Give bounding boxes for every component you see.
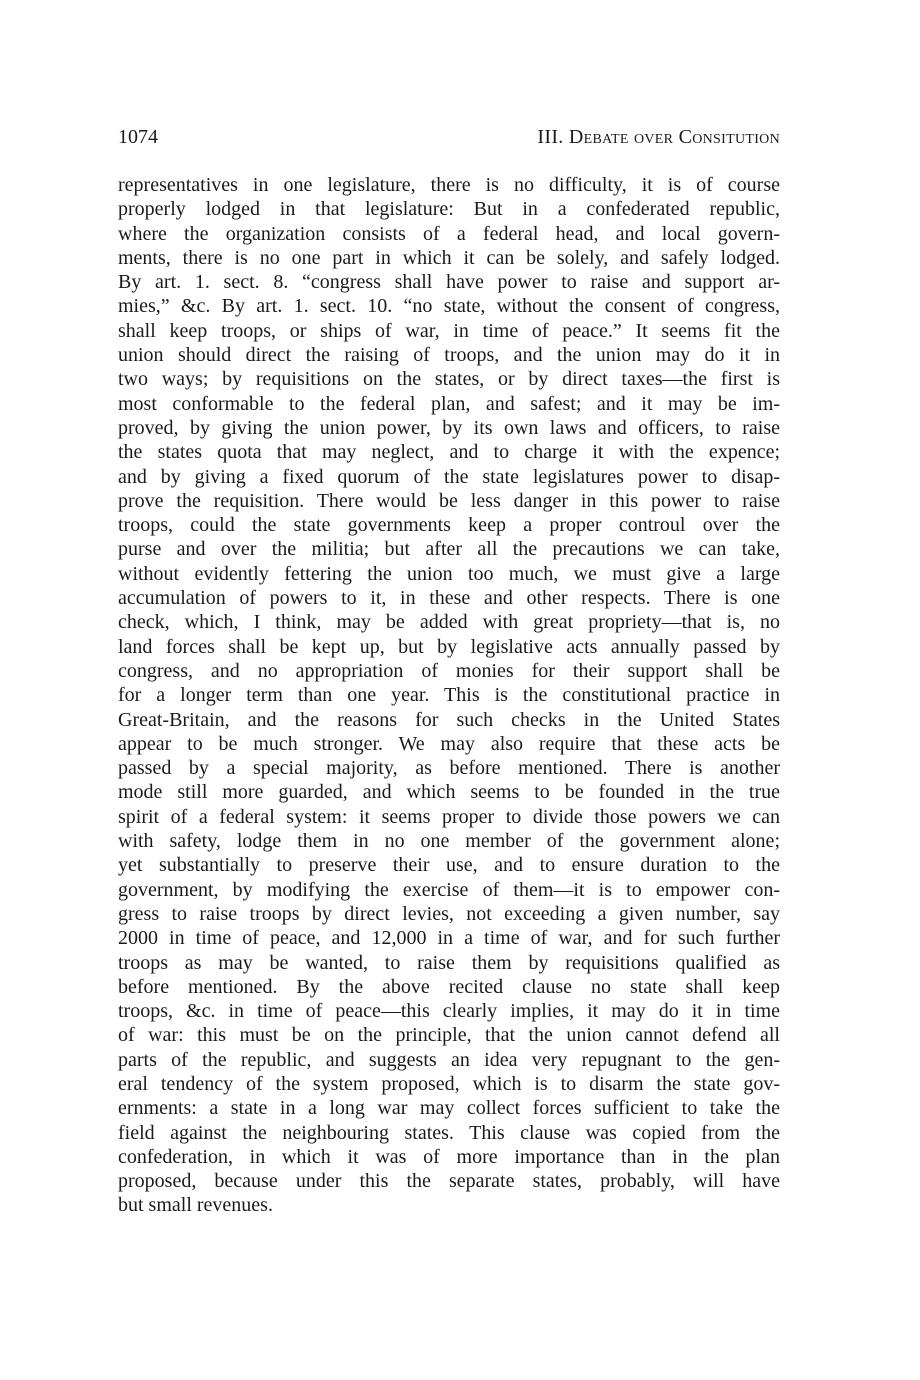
text-line: shall keep troops, or ships of war, in time of peace.” It seems fit the <box>118 319 780 342</box>
text-line: representatives in one legislature, there is no difficulty, it is of course <box>118 174 780 196</box>
text-line: appear to be much stronger. We may also require that these acts be <box>118 732 780 755</box>
text-line: ments, there is no one part in which it can be solely, and safely lodged. <box>118 246 780 269</box>
text-line: 2000 in time of peace, and 12,000 in a time of war, and for such further <box>118 927 780 950</box>
text-line: mode still more guarded, and which seems to be founded in the true <box>118 781 780 804</box>
text-line: confederation, in which it was of more importance than in the plan <box>118 1145 780 1168</box>
text-line: for a longer term than one year. This is the constitutional practice in <box>118 684 780 707</box>
text-line: of war: this must be on the principle, that the union cannot defend all <box>118 1024 780 1047</box>
text-line: before mentioned. By the above recited clause no state shall keep <box>118 975 780 998</box>
text-line: passed by a special majority, as before mentioned. There is another <box>118 757 780 780</box>
text-line: check, which, I think, may be added with great propriety—that is, no <box>118 611 780 634</box>
book-page <box>118 0 780 1380</box>
text-line: where the organization consists of a federal head, and local govern- <box>118 222 780 245</box>
text-line: gress to raise troops by direct levies, not exceeding a given number, say <box>118 902 780 925</box>
text-line: without evidently fettering the union too much, we must give a large <box>118 562 780 585</box>
text-line: eral tendency of the system proposed, which is to disarm the state gov- <box>118 1072 780 1095</box>
text-line: purse and over the militia; but after all the precautions we can take, <box>118 538 780 561</box>
text-line: troops, could the state governments keep a proper controul over the <box>118 514 780 537</box>
text-line: with safety, lodge them in no one member of the government alone; <box>118 830 780 853</box>
text-line: most conformable to the federal plan, and safest; and it may be im- <box>118 392 780 415</box>
text-line: government, by modifying the exercise of them—it is to empower con- <box>118 878 780 901</box>
text-line: mies,” &c. By art. 1. sect. 10. “no state, without the consent of congress, <box>118 295 780 318</box>
text-line: accumulation of powers to it, in these and other respects. There is one <box>118 587 780 610</box>
text-line: field against the neighbouring states. This clause was copied from the <box>118 1121 780 1144</box>
text-line: the states quota that may neglect, and to charge it with the expence; <box>118 441 780 464</box>
text-line: By art. 1. sect. 8. “congress shall have power to raise and support ar- <box>118 271 780 294</box>
text-line: parts of the republic, and suggests an idea very repugnant to the gen- <box>118 1048 780 1071</box>
running-head <box>118 124 780 150</box>
text-line: ernments: a state in a long war may collect forces sufficient to take the <box>118 1097 780 1120</box>
text-line: Great-Britain, and the reasons for such checks in the United States <box>118 708 780 731</box>
text-line: union should direct the raising of troops, and the union may do it in <box>118 344 780 367</box>
text-line: land forces shall be kept up, but by legislative acts annually passed by <box>118 635 780 658</box>
text-line: prove the requisition. There would be less danger in this power to raise <box>118 489 780 512</box>
page-number: 1074 <box>118 126 158 148</box>
text-line: but small revenues. <box>118 1194 273 1217</box>
text-line: properly lodged in that legislature: But in a confederated republic, <box>118 198 780 221</box>
text-line: troops as may be wanted, to raise them by requisitions qualified as <box>118 951 780 974</box>
text-line: and by giving a fixed quorum of the state legislatures power to disap- <box>118 465 780 488</box>
text-line: two ways; by requisitions on the states, or by direct taxes—the first is <box>118 368 780 391</box>
text-line: proved, by giving the union power, by its own laws and officers, to raise <box>118 416 780 439</box>
body-text <box>118 173 780 1218</box>
section-title: III. Debate over Consitution <box>537 126 780 148</box>
text-line: proposed, because under this the separate states, probably, will have <box>118 1170 780 1193</box>
text-line: congress, and no appropriation of monies for their support shall be <box>118 659 780 682</box>
text-line: spirit of a federal system: it seems proper to divide those powers we can <box>118 805 780 828</box>
text-line: yet substantially to preserve their use, and to ensure duration to the <box>118 854 780 877</box>
text-line: troops, &c. in time of peace—this clearly implies, it may do it in time <box>118 1000 780 1023</box>
